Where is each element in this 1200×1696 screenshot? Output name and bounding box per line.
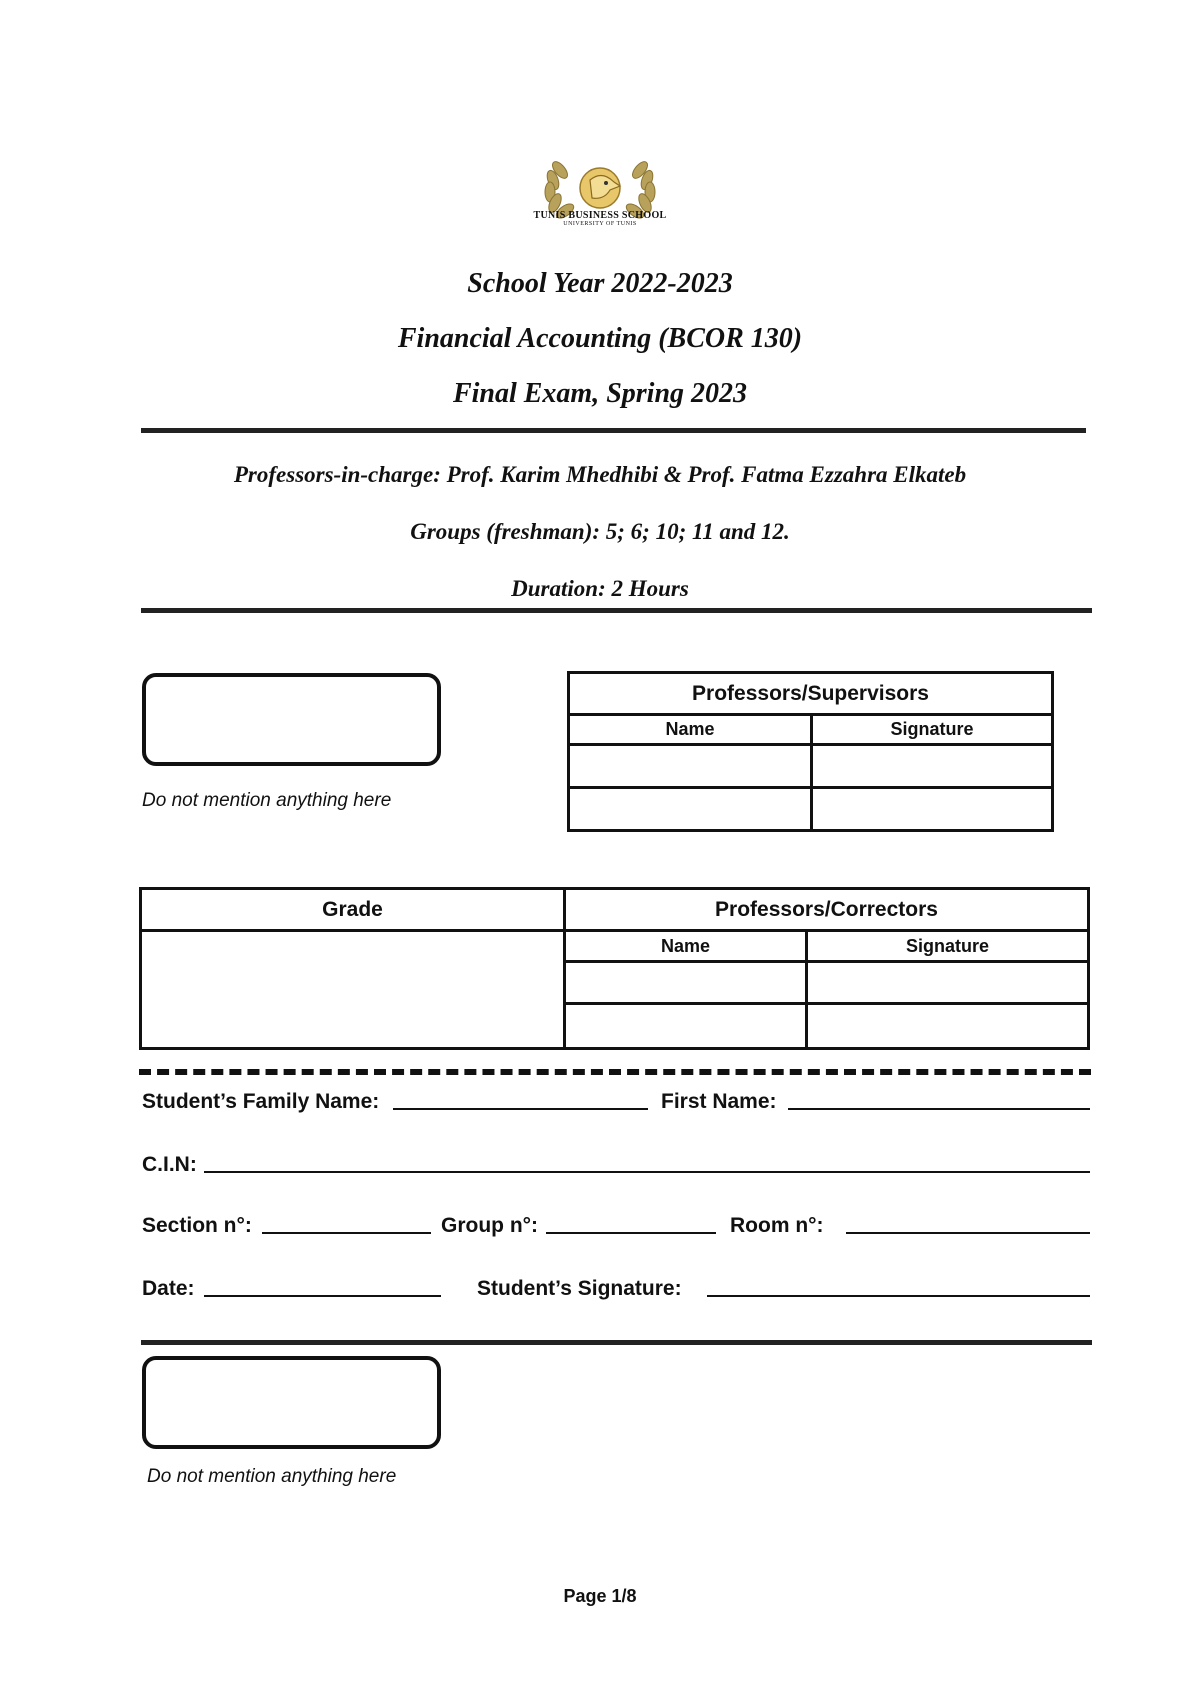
office-use-box-bottom xyxy=(142,1356,441,1449)
logo-name: TUNIS BUSINESS SCHOOL xyxy=(533,210,667,221)
group-field[interactable] xyxy=(546,1232,716,1234)
grade-header: Grade xyxy=(141,889,565,931)
school-year-title: School Year 2022-2023 xyxy=(467,268,733,299)
supervisors-table xyxy=(567,671,1054,832)
course-title: Financial Accounting (BCOR 130) xyxy=(397,323,803,354)
first-name-label: First Name: xyxy=(661,1090,777,1113)
office-use-box xyxy=(142,673,441,766)
cut-line xyxy=(139,1069,1091,1075)
student-signature-label: Student’s Signature: xyxy=(477,1277,682,1300)
supervisors-col-name: Name xyxy=(569,715,812,745)
section-label: Section n°: xyxy=(142,1214,252,1237)
exam-title: Final Exam, Spring 2023 xyxy=(452,378,748,409)
family-name-label: Student’s Family Name: xyxy=(142,1090,380,1113)
professors-in-charge: Professors-in-charge: Prof. Karim Mhedhibi & Prof. Fatma Ezzahra Elkateb xyxy=(233,462,967,487)
groups-info: Groups (freshman): 5; 6; 10; 11 and 12. xyxy=(410,519,790,544)
correctors-col-signature: Signature xyxy=(807,931,1089,962)
supervisor-1-signature-cell[interactable] xyxy=(812,745,1053,788)
divider-header-bottom xyxy=(141,608,1092,613)
section-field[interactable] xyxy=(262,1232,431,1234)
group-label: Group n°: xyxy=(441,1214,539,1237)
office-use-note-bottom: Do not mention anything here xyxy=(147,1466,397,1487)
family-name-field[interactable] xyxy=(393,1108,648,1110)
supervisor-1-name-cell[interactable] xyxy=(569,745,812,788)
divider-top xyxy=(141,428,1086,433)
date-label: Date: xyxy=(142,1277,195,1300)
divider-form-bottom xyxy=(141,1340,1092,1345)
office-use-note: Do not mention anything here xyxy=(142,790,392,811)
supervisors-col-signature: Signature xyxy=(812,715,1053,745)
corrector-1-signature-cell[interactable] xyxy=(807,962,1089,1004)
room-field[interactable] xyxy=(846,1232,1090,1234)
supervisor-2-name-cell[interactable] xyxy=(569,788,812,831)
corrector-1-name-cell[interactable] xyxy=(565,962,807,1004)
correctors-col-name: Name xyxy=(565,931,807,962)
duration-info: Duration: 2 Hours xyxy=(511,576,689,601)
cin-label: C.I.N: xyxy=(142,1153,197,1176)
page-number: Page 1/8 xyxy=(563,1586,637,1606)
student-signature-field[interactable] xyxy=(707,1295,1090,1297)
correctors-table-title: Professors/Correctors xyxy=(565,889,1089,931)
supervisor-2-signature-cell[interactable] xyxy=(812,788,1053,831)
logo-subname: UNIVERSITY OF TUNIS xyxy=(563,221,637,227)
cin-field[interactable] xyxy=(204,1171,1090,1173)
grade-cell[interactable] xyxy=(141,931,565,1049)
corrector-2-signature-cell[interactable] xyxy=(807,1004,1089,1049)
date-field[interactable] xyxy=(204,1295,441,1297)
grade-table xyxy=(139,887,1090,1050)
first-name-field[interactable] xyxy=(788,1108,1090,1110)
supervisors-table-title: Professors/Supervisors xyxy=(569,673,1053,715)
room-label: Room n°: xyxy=(730,1214,824,1237)
corrector-2-name-cell[interactable] xyxy=(565,1004,807,1049)
